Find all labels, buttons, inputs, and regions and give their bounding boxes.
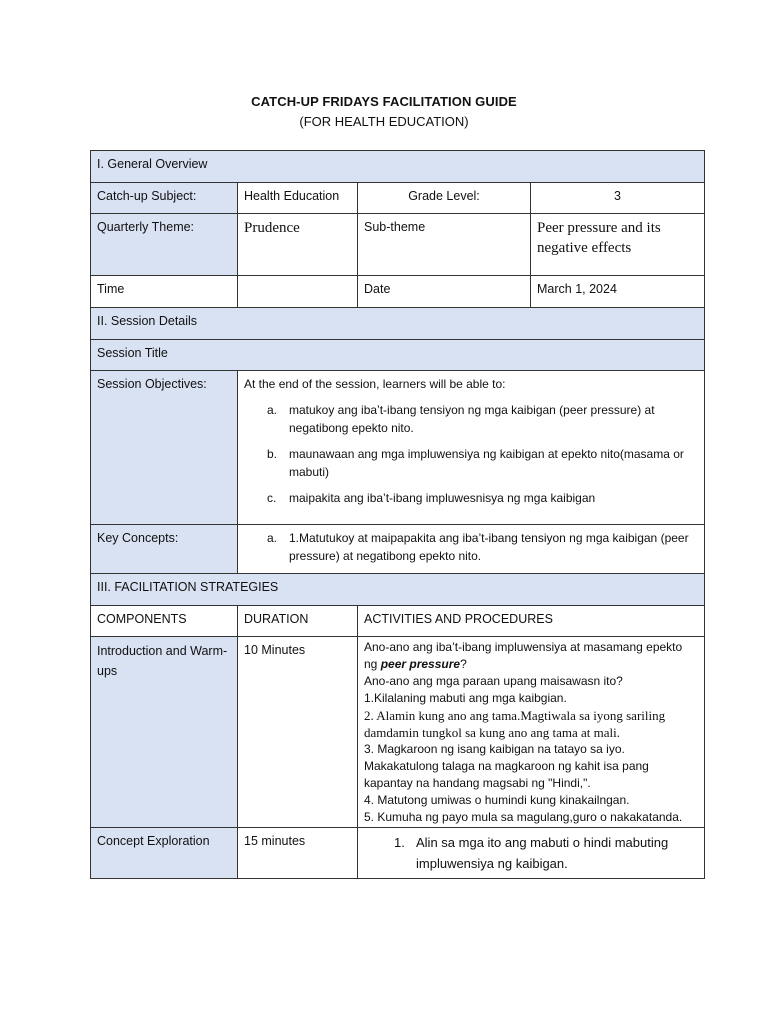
intro-line: 2. Alamin kung ano ang tama.Magtiwala sa iyong sariling damdamin tungkol sa kung ano ang tama at mali. xyxy=(364,708,666,740)
session-objectives-label: Session Objectives: xyxy=(91,371,238,525)
objectives-list xyxy=(244,401,698,507)
intro-line: 3. Magkaroon ng isang kaibigan na tatayo sa iyo. Makakatulong talaga na magkaroon ng kahit isa pang kapantay na handang magsabi ng "Hindi,". xyxy=(364,742,649,790)
subtheme-label: Sub-theme xyxy=(358,214,531,276)
key-concepts-row xyxy=(91,525,705,574)
session-title-row xyxy=(91,340,705,371)
key-concepts-label: Key Concepts: xyxy=(91,525,238,574)
page-title: CATCH-UP FRIDAYS FACILITATION GUIDE xyxy=(251,94,517,109)
intro-component: Introduction and Warm-ups xyxy=(91,637,238,828)
general-overview-heading: I. General Overview xyxy=(91,151,705,183)
explore-marker: 1. xyxy=(394,835,405,850)
explore-row xyxy=(91,828,705,879)
key-concept-item xyxy=(267,529,698,565)
time-value xyxy=(238,276,358,308)
subject-row xyxy=(91,183,705,214)
grade-level-value: 3 xyxy=(531,183,705,214)
objective-marker: a. xyxy=(267,403,278,417)
objective-text: maipakita ang iba’t-ibang impluwesnisya ng mga kaibigan xyxy=(289,491,596,505)
session-details-heading: II. Session Details xyxy=(91,308,705,340)
catchup-subject-label: Catch-up Subject: xyxy=(91,183,238,214)
col-components: COMPONENTS xyxy=(91,606,238,637)
intro-line: Ano-ano ang mga paraan upang maisawasn ito? xyxy=(364,674,623,688)
key-concept-marker: a. xyxy=(267,531,278,545)
date-label: Date xyxy=(358,276,531,308)
facilitation-heading-row xyxy=(91,574,705,606)
explore-text: Alin sa mga ito ang mabuti o hindi mabuting impluwensiya ng kaibigan. xyxy=(416,835,669,871)
session-objectives-row xyxy=(91,371,705,525)
explore-duration: 15 minutes xyxy=(238,828,358,879)
peer-pressure-emphasis: peer pressure xyxy=(380,657,461,671)
time-label: Time xyxy=(91,276,238,308)
key-concepts-list xyxy=(244,529,698,565)
intro-question xyxy=(364,639,698,673)
catchup-subject-value: Health Education xyxy=(238,183,358,214)
objective-item xyxy=(267,489,698,507)
intro-line: 1.Kilalaning mabuti ang mga kaibgian. xyxy=(364,691,567,705)
intro-question-end: ? xyxy=(460,657,467,671)
key-concept-text: 1.Matutukoy at maipapakita ang iba’t-ibang tensiyon ng mga kaibigan (peer pressure) at negatibong epekto nito. xyxy=(289,531,689,563)
session-title-label: Session Title xyxy=(91,340,705,371)
objective-item xyxy=(267,445,698,481)
objective-marker: c. xyxy=(267,491,277,505)
intro-duration: 10 Minutes xyxy=(238,637,358,828)
subtheme-value: Peer pressure and its negative effects xyxy=(537,220,661,256)
objective-marker: b. xyxy=(267,447,278,461)
facilitation-columns-row xyxy=(91,606,705,637)
time-date-row xyxy=(91,276,705,308)
grade-level-label: Grade Level: xyxy=(358,183,531,214)
intro-line: 4. Matutong umiwas o humindi kung kinakailngan. xyxy=(364,793,630,807)
intro-line: 5. Kumuha ng payo mula sa magulang,guro o nakakatanda. xyxy=(364,810,683,824)
col-activities: ACTIVITIES AND PROCEDURES xyxy=(358,606,705,637)
quarterly-theme-label: Quarterly Theme: xyxy=(91,214,238,276)
intro-row xyxy=(91,637,705,828)
objective-text: maunawaan ang mga impluwensiya ng kaibigan at epekto nito(masama or mabuti) xyxy=(289,447,684,479)
col-duration: DURATION xyxy=(238,606,358,637)
objective-text: matukoy ang iba’t-ibang tensiyon ng mga kaibigan (peer pressure) at negatibong epekto nito. xyxy=(289,403,655,435)
theme-row xyxy=(91,214,705,276)
intro-question-text: Ano-ano ang iba’t-ibang impluwensiya at masamang epekto ng xyxy=(364,640,683,671)
date-value: March 1, 2024 xyxy=(531,276,705,308)
explore-item xyxy=(394,832,698,874)
objectives-intro: At the end of the session, learners will be able to: xyxy=(244,377,506,391)
session-details-row xyxy=(91,308,705,340)
explore-component: Concept Exploration xyxy=(91,828,238,879)
page-subtitle: (FOR HEALTH EDUCATION) xyxy=(299,114,469,129)
objective-item xyxy=(267,401,698,437)
facilitation-guide-table xyxy=(90,150,705,879)
quarterly-theme-value: Prudence xyxy=(244,220,300,236)
facilitation-heading: III. FACILITATION STRATEGIES xyxy=(91,574,705,606)
general-overview-row xyxy=(91,151,705,183)
